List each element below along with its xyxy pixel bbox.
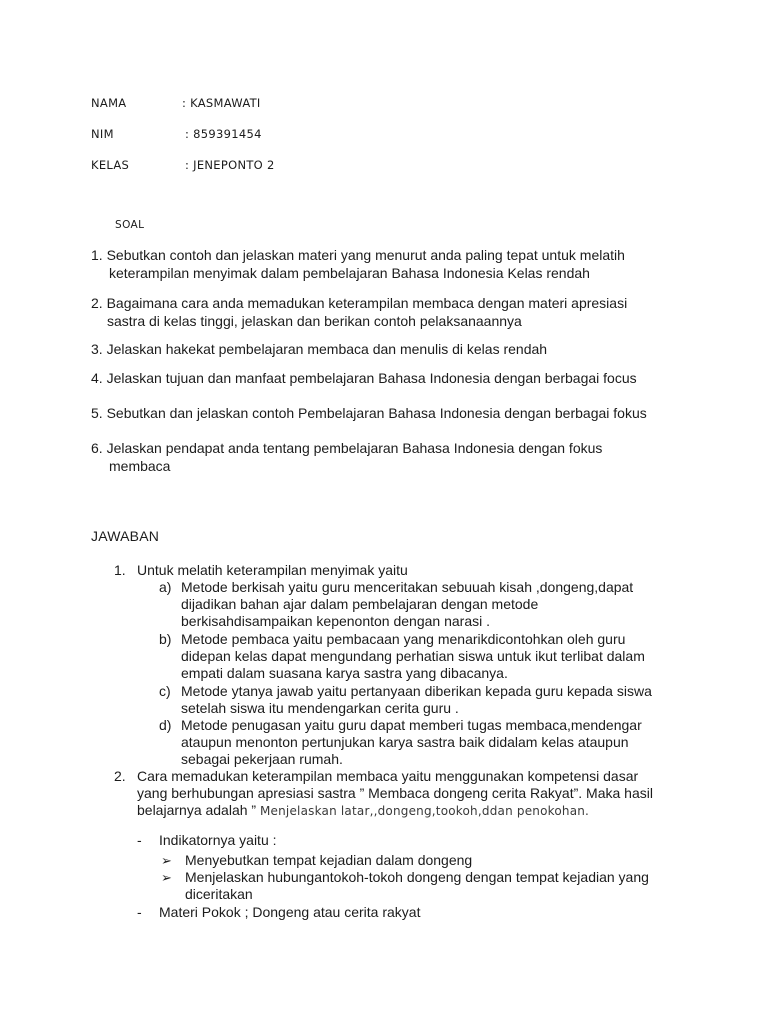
answer-2-line3-prefix: belajarnya adalah ” xyxy=(137,802,260,818)
question-6 xyxy=(91,439,602,475)
answer-1d-line3: sebagai pekerjaan rumah. xyxy=(181,751,343,767)
answer-1b-line2: didepan kelas dapat mengundang perhatian siswa untuk ikut terlibat dalam xyxy=(181,648,645,664)
nim-value: : 859391454 xyxy=(185,127,262,141)
question-6-line1: 6. Jelaskan pendapat anda tentang pembelajaran Bahasa Indonesia dengan fokus xyxy=(91,440,603,456)
answer-1d-line2: ataupun menonton pertunjukan karya sastra baik didalam kelas ataupun xyxy=(181,734,629,750)
question-5 xyxy=(91,404,647,422)
answer-1-number: 1. xyxy=(114,562,126,578)
indikator-item-2-line1: Menjelaskan hubungantokoh-tokoh dongeng dengan tempat kejadian yang xyxy=(185,869,649,885)
nama-label: NAMA xyxy=(91,96,127,110)
question-6-line2: membaca xyxy=(109,458,171,474)
dash-bullet-1: - xyxy=(137,832,142,848)
answer-1-text: Untuk melatih keterampilan menyimak yaitu xyxy=(137,562,408,578)
answer-2-number: 2. xyxy=(114,768,126,784)
jawaban-heading: JAWABAN xyxy=(91,528,160,544)
question-1-line1: 1. Sebutkan contoh dan jelaskan materi yang menurut anda paling tepat untuk melatih xyxy=(91,247,625,263)
answer-2-text xyxy=(137,768,653,820)
kelas-value: : JENEPONTO 2 xyxy=(185,158,275,172)
arrow-bullet-icon: ➢ xyxy=(161,870,172,885)
answer-1d-label: d) xyxy=(159,717,172,733)
arrow-bullet-icon: ➢ xyxy=(161,853,172,868)
question-1-line2: keterampilan menyimak dalam pembelajaran Bahasa Indonesia Kelas rendah xyxy=(109,265,590,281)
answer-1d-text xyxy=(181,717,642,768)
question-5-line1: 5. Sebutkan dan jelaskan contoh Pembelajaran Bahasa Indonesia dengan berbagai fokus xyxy=(91,405,647,421)
answer-1a-line1: Metode berkisah yaitu guru menceritakan sebuuah kisah ,dongeng,dapat xyxy=(181,579,634,595)
question-3-line1: 3. Jelaskan hakekat pembelajaran membaca dan menulis di kelas rendah xyxy=(91,341,548,357)
question-4 xyxy=(91,369,637,387)
question-2 xyxy=(91,294,627,330)
answer-1b-line1: Metode pembaca yaitu pembacaan yang menarikdicontohkan oleh guru xyxy=(181,631,626,647)
soal-heading: SOAL xyxy=(115,219,145,231)
answer-1c-line2: setelah siswa itu mendengarkan cerita guru . xyxy=(181,700,459,716)
answer-1d-line1: Metode penugasan yaitu guru dapat memberi tugas membaca,mendengar xyxy=(181,717,642,733)
answer-2-line3 xyxy=(137,802,653,820)
answer-1a-label: a) xyxy=(159,579,172,595)
question-4-line1: 4. Jelaskan tujuan dan manfaat pembelajaran Bahasa Indonesia dengan berbagai focus xyxy=(91,370,637,386)
answer-2-line2: yang berhubungan apresiasi sastra ” Membaca dongeng cerita Rakyat”. Maka hasil xyxy=(137,785,653,801)
dash-bullet-2: - xyxy=(137,904,142,920)
indikator-heading: Indikatornya yaitu : xyxy=(159,832,277,848)
answer-1c-label: c) xyxy=(159,683,171,699)
materi-pokok: Materi Pokok ; Dongeng atau cerita rakyat xyxy=(159,904,421,920)
answer-1a-line2: dijadikan bahan ajar dalam pembelajaran dengan metode xyxy=(181,596,539,612)
answer-1a-text xyxy=(181,579,633,630)
answer-1b-text xyxy=(181,631,645,682)
question-1 xyxy=(91,246,625,282)
answer-1b-label: b) xyxy=(159,631,172,647)
indikator-item-1: Menyebutkan tempat kejadian dalam dongeng xyxy=(185,852,473,868)
indikator-item-2 xyxy=(185,869,649,903)
nama-value: : KASMAWATI xyxy=(182,96,261,110)
answer-1a-line3: berkisahdisampaikan kepenonton dengan narasi . xyxy=(181,613,490,629)
answer-1c-line1: Metode ytanya jawab yaitu pertanyaan diberikan kepada guru kepada siswa xyxy=(181,683,652,699)
nim-label: NIM xyxy=(91,127,114,141)
answer-2-line1: Cara memadukan keterampilan membaca yaitu menggunakan kompetensi dasar xyxy=(137,768,639,784)
answer-1b-line3: empati dalam suasana karya sastra yang dibacanya. xyxy=(181,665,508,681)
answer-2-line3-quote: Menjelaskan latar,,dongeng,tookoh,ddan penokohan. xyxy=(259,804,590,818)
kelas-label: KELAS xyxy=(91,158,130,172)
indikator-item-2-line2: diceritakan xyxy=(185,886,253,902)
question-2-line1: 2. Bagaimana cara anda memadukan keterampilan membaca dengan materi apresiasi xyxy=(91,295,628,311)
answer-1c-text xyxy=(181,683,652,717)
question-3 xyxy=(91,340,547,358)
question-2-line2: sastra di kelas tinggi, jelaskan dan berikan contoh pelaksanaannya xyxy=(107,313,522,329)
